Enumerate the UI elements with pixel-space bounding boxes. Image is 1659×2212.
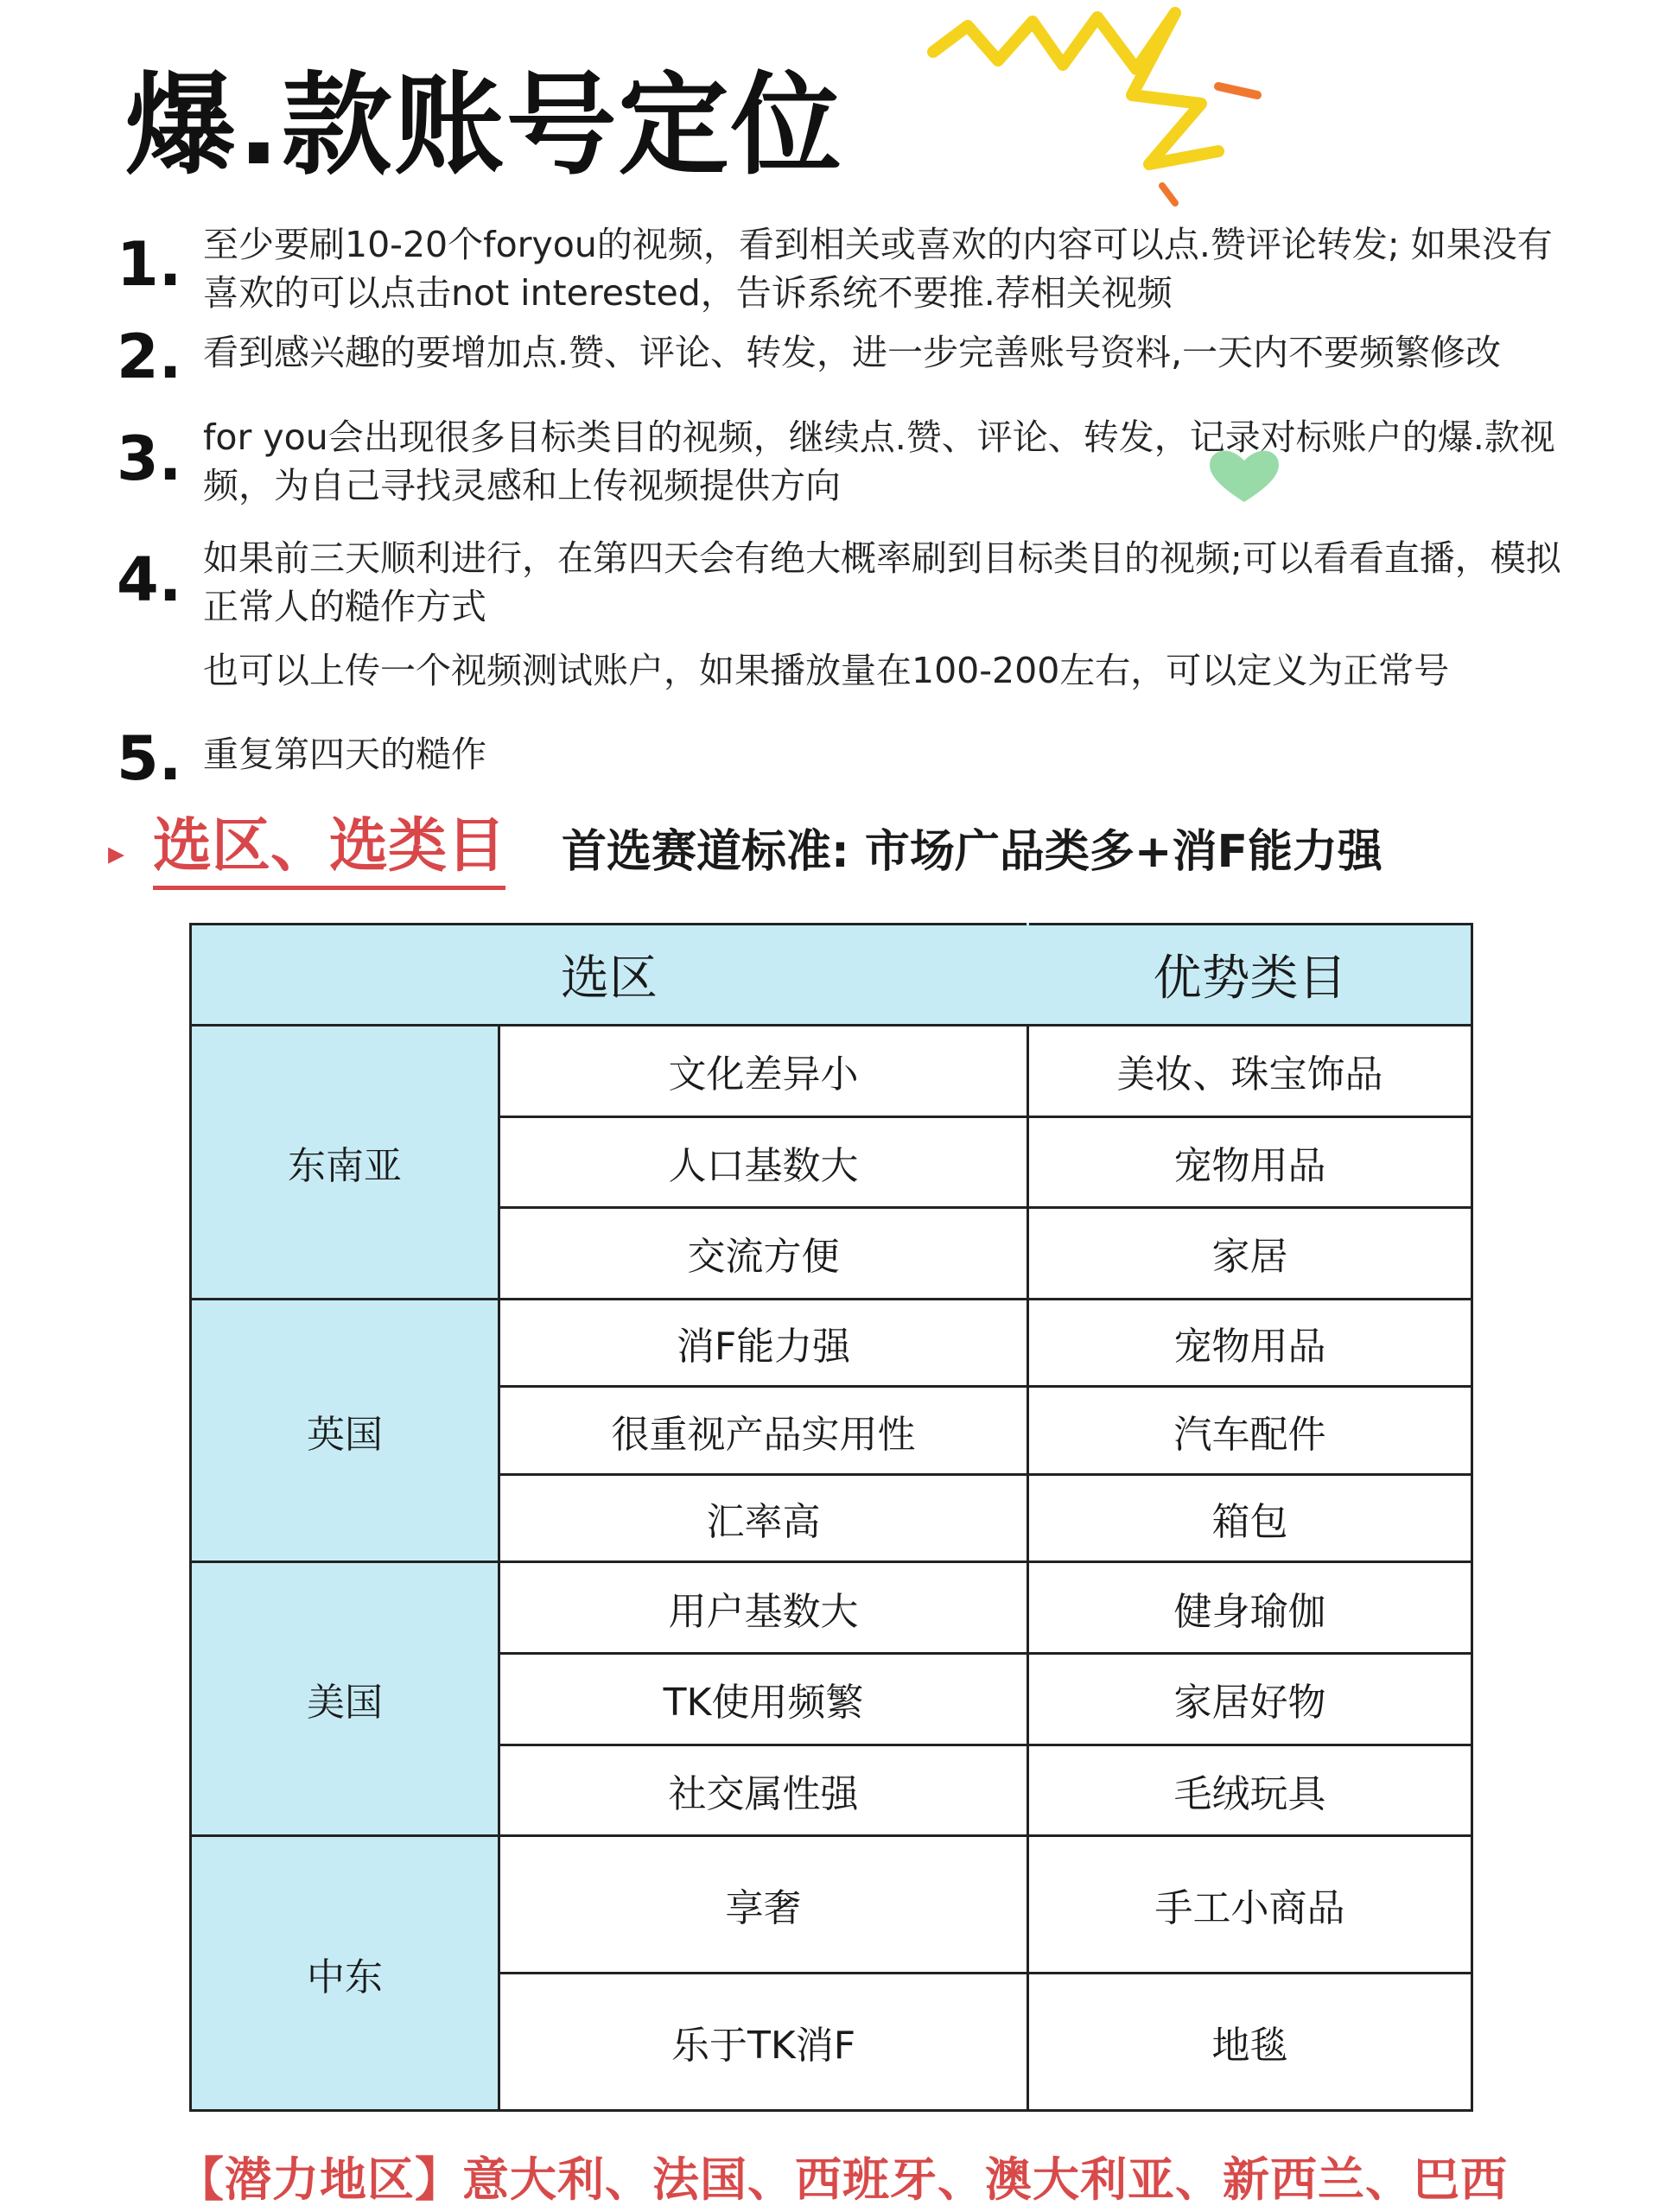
green-heart-icon [1205,445,1283,505]
potential-regions-note: 【潜力地区】意大利、法国、西班牙、澳大利亚、新西兰、巴西 [177,2152,1508,2207]
table-row [191,1562,1472,1654]
feature-cell: 社交属性强 [499,1745,1028,1836]
arrow-icon: ▸ [108,834,125,872]
region-cell: 美国 [191,1562,499,1836]
step-3 [117,413,1586,517]
step-1 [117,220,1586,324]
page-title: 爆.款账号定位 [125,61,843,190]
section-subheading: 首选赛道标准: 市场广品类多+消F能力强 [562,826,1382,878]
step-text: 至少要刷10-20个foryou的视频，看到相关或喜欢的内容可以点.赞评论转发; 如果没有喜欢的可以点击not interested，告诉系统不要推.荐相关视频 [203,224,1553,314]
feature-cell: 汇率高 [499,1474,1028,1562]
table-row [191,1299,1472,1387]
feature-cell: 享奢 [499,1836,1028,1974]
step-number: 4. [117,544,182,615]
category-cell: 地毯 [1028,1974,1472,2111]
category-cell: 汽车配件 [1028,1387,1472,1475]
feature-cell: 消F能力强 [499,1299,1028,1387]
step-number: 3. [117,423,182,494]
step-text: 看到感兴趣的要增加点.赞、评论、转发，进一步完善账号资料,一天内不要频繁修改 [203,332,1502,373]
category-cell: 毛绒玩具 [1028,1745,1472,1836]
step-text: 重复第四天的糙作 [203,734,486,775]
region-cell: 英国 [191,1299,499,1562]
step-5 [117,723,1586,799]
section-header [108,808,1629,886]
category-cell: 家居 [1028,1208,1472,1300]
step-text: for you会出现很多目标类目的视频，继续点.赞、评论、转发，记录对标账户的爆.款视频，为自己寻找灵感和上传视频提供方向 [203,416,1555,506]
feature-cell: TK使用频繁 [499,1654,1028,1745]
feature-cell: 文化差异小 [499,1026,1028,1117]
feature-cell: 乐于TK消F [499,1974,1028,2111]
step-4 [117,534,1586,638]
feature-cell: 交流方便 [499,1208,1028,1300]
category-cell: 宠物用品 [1028,1299,1472,1387]
category-cell: 健身瑜伽 [1028,1562,1472,1654]
table-row [191,1836,1472,1974]
region-category-table [189,923,1473,2112]
column-header-category: 优势类目 [1028,925,1472,1026]
region-cell: 中东 [191,1836,499,2111]
category-cell: 家居好物 [1028,1654,1472,1745]
category-cell: 美妆、珠宝饰品 [1028,1026,1472,1117]
feature-cell: 用户基数大 [499,1562,1028,1654]
step-number: 1. [117,229,182,300]
category-cell: 箱包 [1028,1474,1472,1562]
category-cell: 手工小商品 [1028,1836,1472,1974]
step-number: 5. [117,723,182,794]
section-heading: 选区、选类目 [153,808,505,890]
column-header-region: 选区 [191,925,1028,1026]
step-text: 如果前三天顺利进行，在第四天会有绝大概率刷到目标类目的视频;可以看看直播，模拟正常人的糙作方式 [203,537,1561,627]
feature-cell: 很重视产品实用性 [499,1387,1028,1475]
feature-cell: 人口基数大 [499,1116,1028,1208]
table-header-row [191,925,1472,1026]
step-number: 2. [117,321,182,392]
table-row [191,1026,1472,1117]
region-cell: 东南亚 [191,1026,499,1300]
step-4-note: 也可以上传一个视频测试账户，如果播放量在100-200左右，可以定义为正常号 [203,650,1450,691]
zigzag-decoration-icon [916,0,1279,225]
step-2 [117,321,1586,397]
category-cell: 宠物用品 [1028,1116,1472,1208]
